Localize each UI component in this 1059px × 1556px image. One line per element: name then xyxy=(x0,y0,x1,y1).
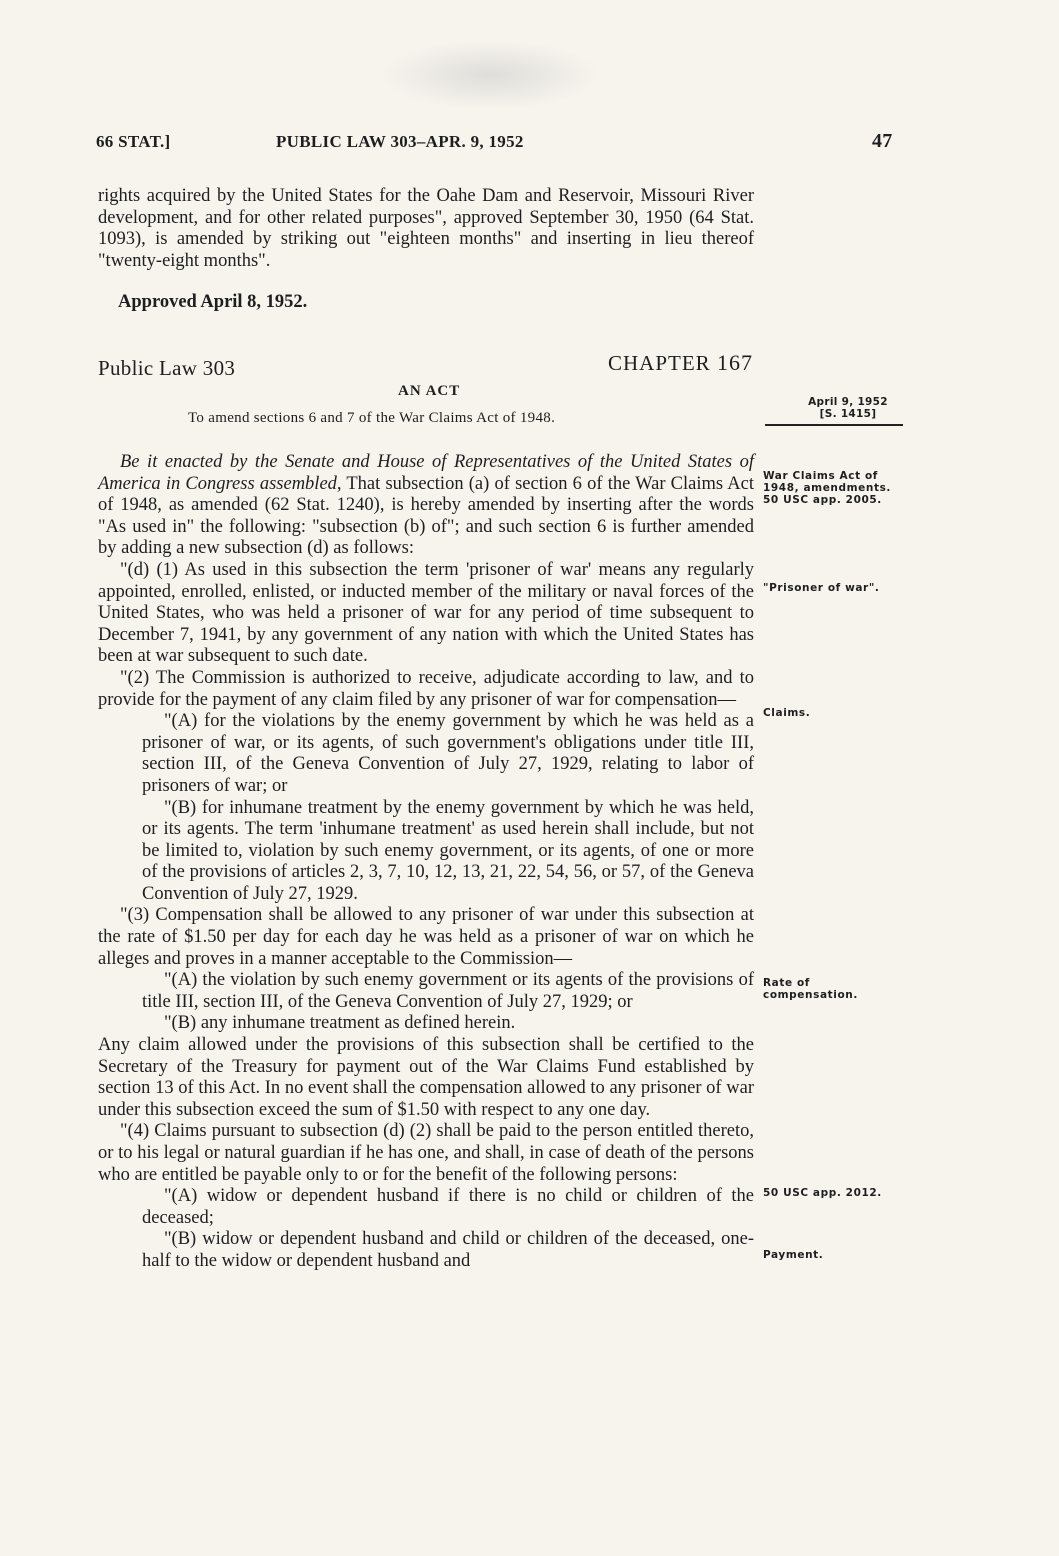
chapter-label: CHAPTER xyxy=(608,351,711,375)
page-number: 47 xyxy=(872,130,893,152)
margin-rule xyxy=(765,424,903,426)
chapter-heading xyxy=(608,350,753,376)
subsection-d3-after: Any claim allowed under the provisions of this subsection shall be certified to the Secretary of the Treasury for payment out of the War Claims Fund established by section 13 of this Act. In no event shall the compensation allowed to any prisoner of war under this subsection exceed the sum of $1.50 with respect to any one day. xyxy=(98,1035,754,1120)
an-act-heading: AN ACT xyxy=(398,383,461,399)
header-title: PUBLIC LAW 303–APR. 9, 1952 xyxy=(276,132,524,151)
margin-cite-2012: 50 USC app. 2012. xyxy=(763,1187,882,1199)
continuation-text xyxy=(98,186,754,272)
public-law-number: Public Law 303 xyxy=(98,356,236,380)
act-body xyxy=(98,452,754,1273)
act-title: To amend sections 6 and 7 of the War Claims Act of 1948. xyxy=(188,410,556,426)
subsection-d2-a: "(A) for the violations by the enemy government by which he was held as a prisoner of war, or its agents, of such government's obligations under title III, section III, of the Geneva Convention of July 27, 1929, relating to labor of prisoners of war; or xyxy=(142,711,754,796)
scan-smudge xyxy=(380,40,600,110)
enacting-clause xyxy=(98,452,754,560)
margin-prisoner-of-war: "Prisoner of war". xyxy=(763,582,880,594)
margin-war-claims-label: War Claims Act of 1948, amendments. xyxy=(763,470,892,494)
subsection-d1: "(d) (1) As used in this subsection the term 'prisoner of war' means any regularly appointed, enrolled, enlisted, or inducted member of the military or naval forces of the United States, who was held a prisoner of war for any period of time subsequent to December 7, 1941, by any government of any nation with which the United States has been at war subsequent to such date. xyxy=(98,559,754,667)
margin-date-line: April 9, 1952 xyxy=(808,396,888,408)
subsection-d3-a: "(A) the violation by such enemy government or its agents of the provisions of title III, section III, of the Geneva Convention of July 27, 1929; or xyxy=(142,970,754,1012)
margin-claims: Claims. xyxy=(763,707,811,719)
chapter-number: 167 xyxy=(716,350,753,375)
subsection-d3-b: "(B) any inhumane treatment as defined herein. xyxy=(164,1013,516,1034)
approved-date: Approved April 8, 1952. xyxy=(118,292,308,312)
enacting-rest: That subsection (a) of section 6 of the War Claims Act of 1948, as amended (62 Stat. 1240), is hereby amended by inserting after the words "As used in" the following: "subsection (b) of"; and such section 6 is further amended by adding a new subsection (d) as follows: xyxy=(98,473,754,559)
enacting-italic: Be it enacted by the Senate and House of Representatives of the United States of America in Congress assembled, xyxy=(98,452,754,494)
margin-war-claims-cite: 50 USC app. 2005. xyxy=(763,494,882,506)
subsection-d4-a: "(A) widow or dependent husband if there is no child or children of the deceased; xyxy=(142,1186,754,1228)
margin-payment: Payment. xyxy=(763,1249,824,1261)
subsection-d2-b: "(B) for inhumane treatment by the enemy government by which he was held, or its agents. The term 'inhumane treatment' as used herein shall include, but not be limited to, violation by such enemy government, or its agents, of one or more of the provisions of articles 2, 3, 7, 10, 12, 13, 21, 22, 54, 56, or 57, of the Geneva Convention of July 27, 1929. xyxy=(142,797,754,904)
margin-rate-of-compensation: Rate of compensation. xyxy=(763,977,858,1001)
subsection-d4: "(4) Claims pursuant to subsection (d) (2) shall be paid to the person entitled thereto, or to his legal or natural guardian if he has one, and shall, in case of death of the persons who are entitled be payable only to or for the benefit of the following persons: xyxy=(98,1121,754,1185)
subsection-d3: "(3) Compensation shall be allowed to any prisoner of war under this subsection at the rate of $1.50 per day for each day he was held as a prisoner of war on which he alleges and proves in a manner acceptable to the Commission— xyxy=(98,905,754,969)
margin-bill-number: [S. 1415] xyxy=(819,408,877,420)
margin-war-claims xyxy=(763,470,903,506)
continuation-paragraph: rights acquired by the United States for the Oahe Dam and Reservoir, Missouri River development, and for other related purposes", approved September 30, 1950 (64 Stat. 1093), is amended by striking out "eighteen months" and inserting in lieu thereof "twenty-eight months". xyxy=(98,186,754,271)
header-volume: 66 STAT.] xyxy=(96,132,171,151)
subsection-d4-b: "(B) widow or dependent husband and child or children of the deceased, one-half to the widow or dependent husband and xyxy=(142,1229,754,1271)
subsection-d2: "(2) The Commission is authorized to receive, adjudicate according to law, and to provide for the payment of any claim filed by any prisoner of war for compensation— xyxy=(98,667,754,710)
margin-date xyxy=(788,396,908,420)
